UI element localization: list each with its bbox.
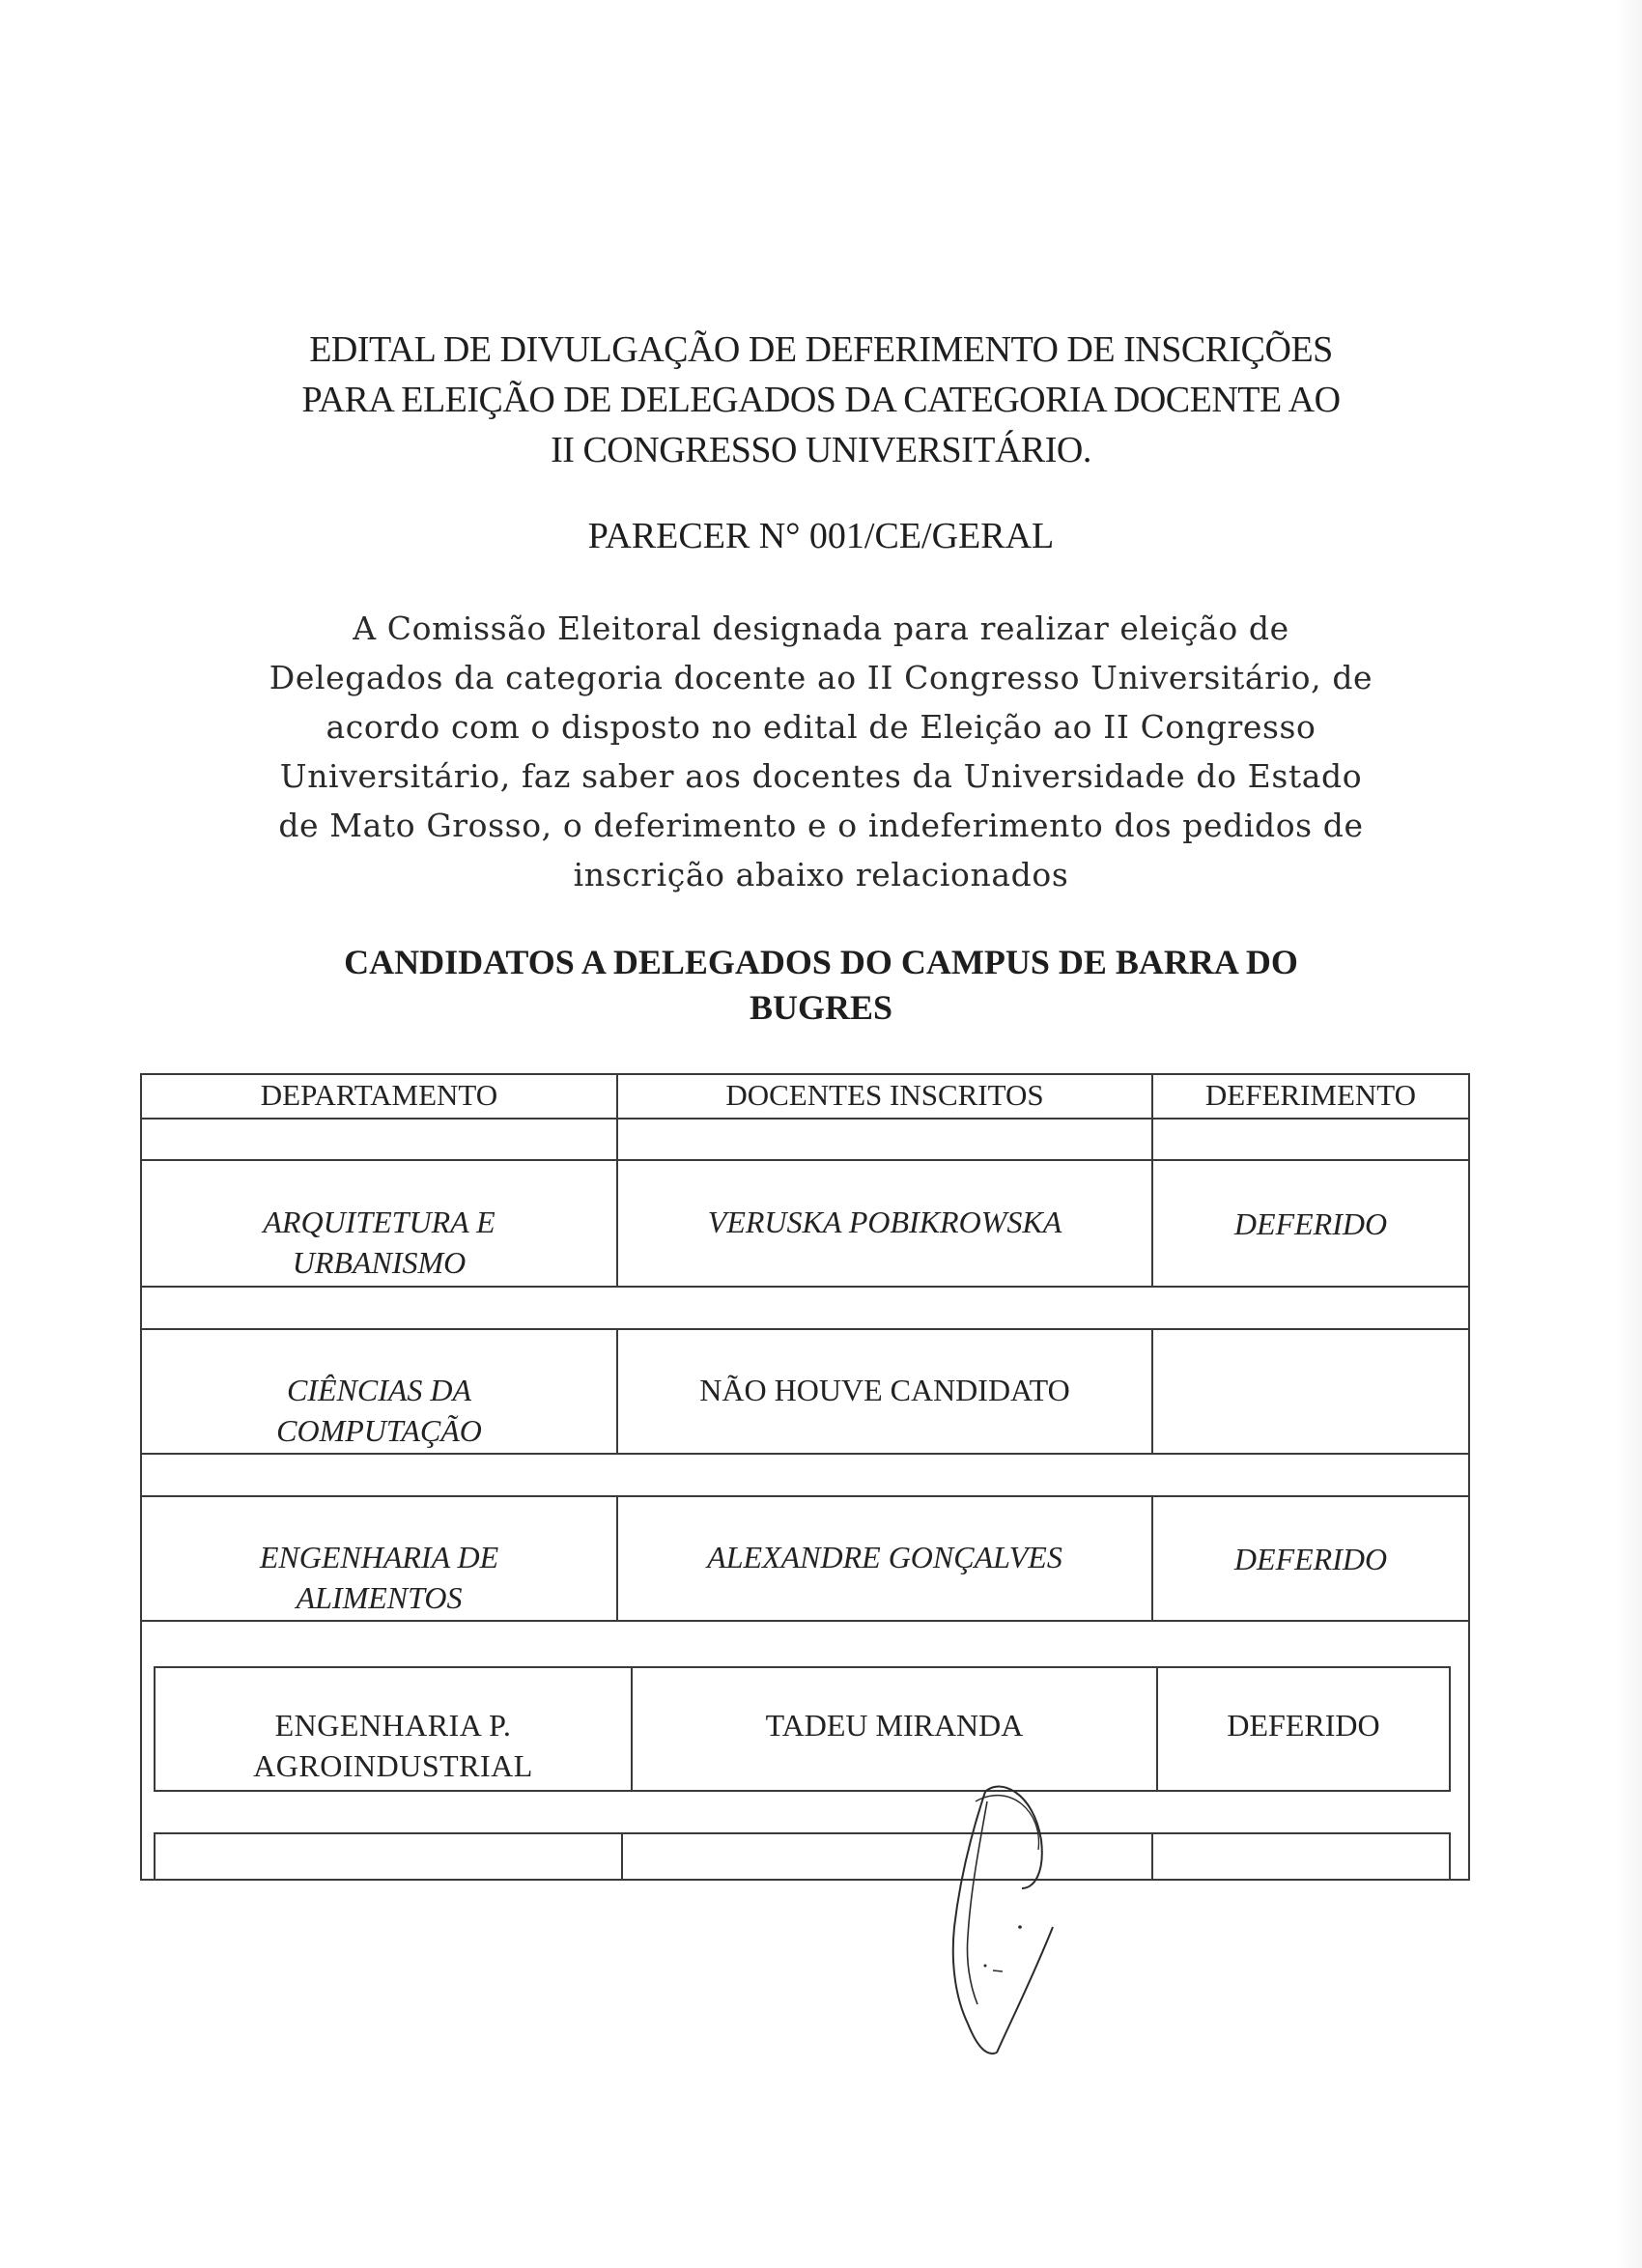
body-line-1: A Comissão Eleitoral designada para realizar eleição de	[353, 610, 1289, 647]
title-line-1: EDITAL DE DIVULGAÇÃO DE DEFERIMENTO DE INSCRIÇÕES	[309, 329, 1333, 370]
table-row-4-departamento	[156, 1705, 631, 1786]
table-border	[140, 1073, 142, 1881]
table-border	[154, 1666, 1451, 1668]
table-border	[1468, 1073, 1470, 1881]
departamento-line-1: ENGENHARIA P.	[274, 1708, 512, 1743]
table-border	[140, 1495, 1470, 1497]
departamento-line-2: COMPUTAÇÃO	[276, 1413, 482, 1448]
column-header-docentes: DOCENTES INSCRITOS	[725, 1078, 1044, 1112]
departamento-line-2: AGROINDUSTRIAL	[253, 1748, 533, 1783]
table-border	[140, 1159, 1470, 1161]
table-border	[1151, 1328, 1153, 1453]
column-header-deferimento: DEFERIMENTO	[1204, 1078, 1417, 1112]
table-row-1-status: DEFERIDO	[1233, 1206, 1388, 1241]
table-border	[140, 1620, 1470, 1622]
body-line-2: Delegados da categoria docente ao II Congresso Universitário, de	[269, 659, 1373, 696]
body-line-6: inscrição abaixo relacionados	[573, 856, 1069, 893]
table-border	[154, 1790, 1451, 1792]
body-line-4: Universitário, faz saber aos docentes da Universidade do Estado	[279, 757, 1363, 795]
title-line-3: II CONGRESSO UNIVERSITÁRIO.	[551, 430, 1091, 470]
table-border	[140, 1286, 1470, 1288]
body-line-3: acordo com o disposto no edital de Eleição ao II Congresso	[326, 708, 1316, 746]
table-border	[621, 1832, 623, 1881]
departamento-line-1: CIÊNCIAS DA	[286, 1373, 472, 1407]
body-line-5: de Mato Grosso, o deferimento e o indeferimento dos pedidos de	[278, 807, 1364, 844]
departamento-line-2: URBANISMO	[292, 1245, 467, 1280]
table-border	[154, 1832, 156, 1881]
table-row-4-docente: TADEU MIRANDA	[765, 1708, 1024, 1743]
table-row-1-docente: VERUSKA POBIKROWSKA	[707, 1205, 1062, 1239]
table-border	[1449, 1666, 1451, 1792]
table-border	[154, 1832, 1451, 1834]
table-row-2-docente: NÃO HOUVE CANDIDATO	[699, 1373, 1070, 1407]
table-row-3-departamento	[142, 1537, 616, 1618]
table-border	[140, 1879, 1470, 1881]
signature-scribble	[927, 1782, 1091, 2062]
table-border	[1449, 1832, 1451, 1881]
table-row-2-departamento	[142, 1370, 616, 1451]
parecer-number: PARECER N° 001/CE/GERAL	[587, 516, 1055, 556]
page-edge-shadow	[1617, 0, 1642, 2268]
table-row-1-departamento	[142, 1202, 616, 1283]
departamento-line-1: ARQUITETURA E	[263, 1205, 495, 1239]
table-border	[140, 1453, 1470, 1455]
table-row-4-status: DEFERIDO	[1227, 1708, 1380, 1743]
title-line-2: PARA ELEIÇÃO DE DELEGADOS DA CATEGORIA DOCENTE AO	[301, 380, 1341, 420]
column-header-departamento: DEPARTAMENTO	[260, 1078, 498, 1112]
departamento-line-2: ALIMENTOS	[296, 1580, 463, 1615]
section-heading-line-1: CANDIDATOS A DELEGADOS DO CAMPUS DE BARRA DO	[344, 943, 1298, 981]
section-heading	[145, 940, 1497, 1031]
departamento-line-1: ENGENHARIA DE	[259, 1540, 499, 1574]
table-border	[140, 1328, 1470, 1330]
table-border	[140, 1118, 1470, 1120]
table-row-3-status: DEFERIDO	[1233, 1542, 1388, 1576]
document-title	[145, 325, 1497, 475]
body-paragraph	[184, 604, 1458, 899]
section-heading-line-2: BUGRES	[749, 988, 893, 1027]
table-border	[1151, 1832, 1153, 1881]
table-row-3-docente: ALEXANDRE GONÇALVES	[707, 1540, 1062, 1574]
